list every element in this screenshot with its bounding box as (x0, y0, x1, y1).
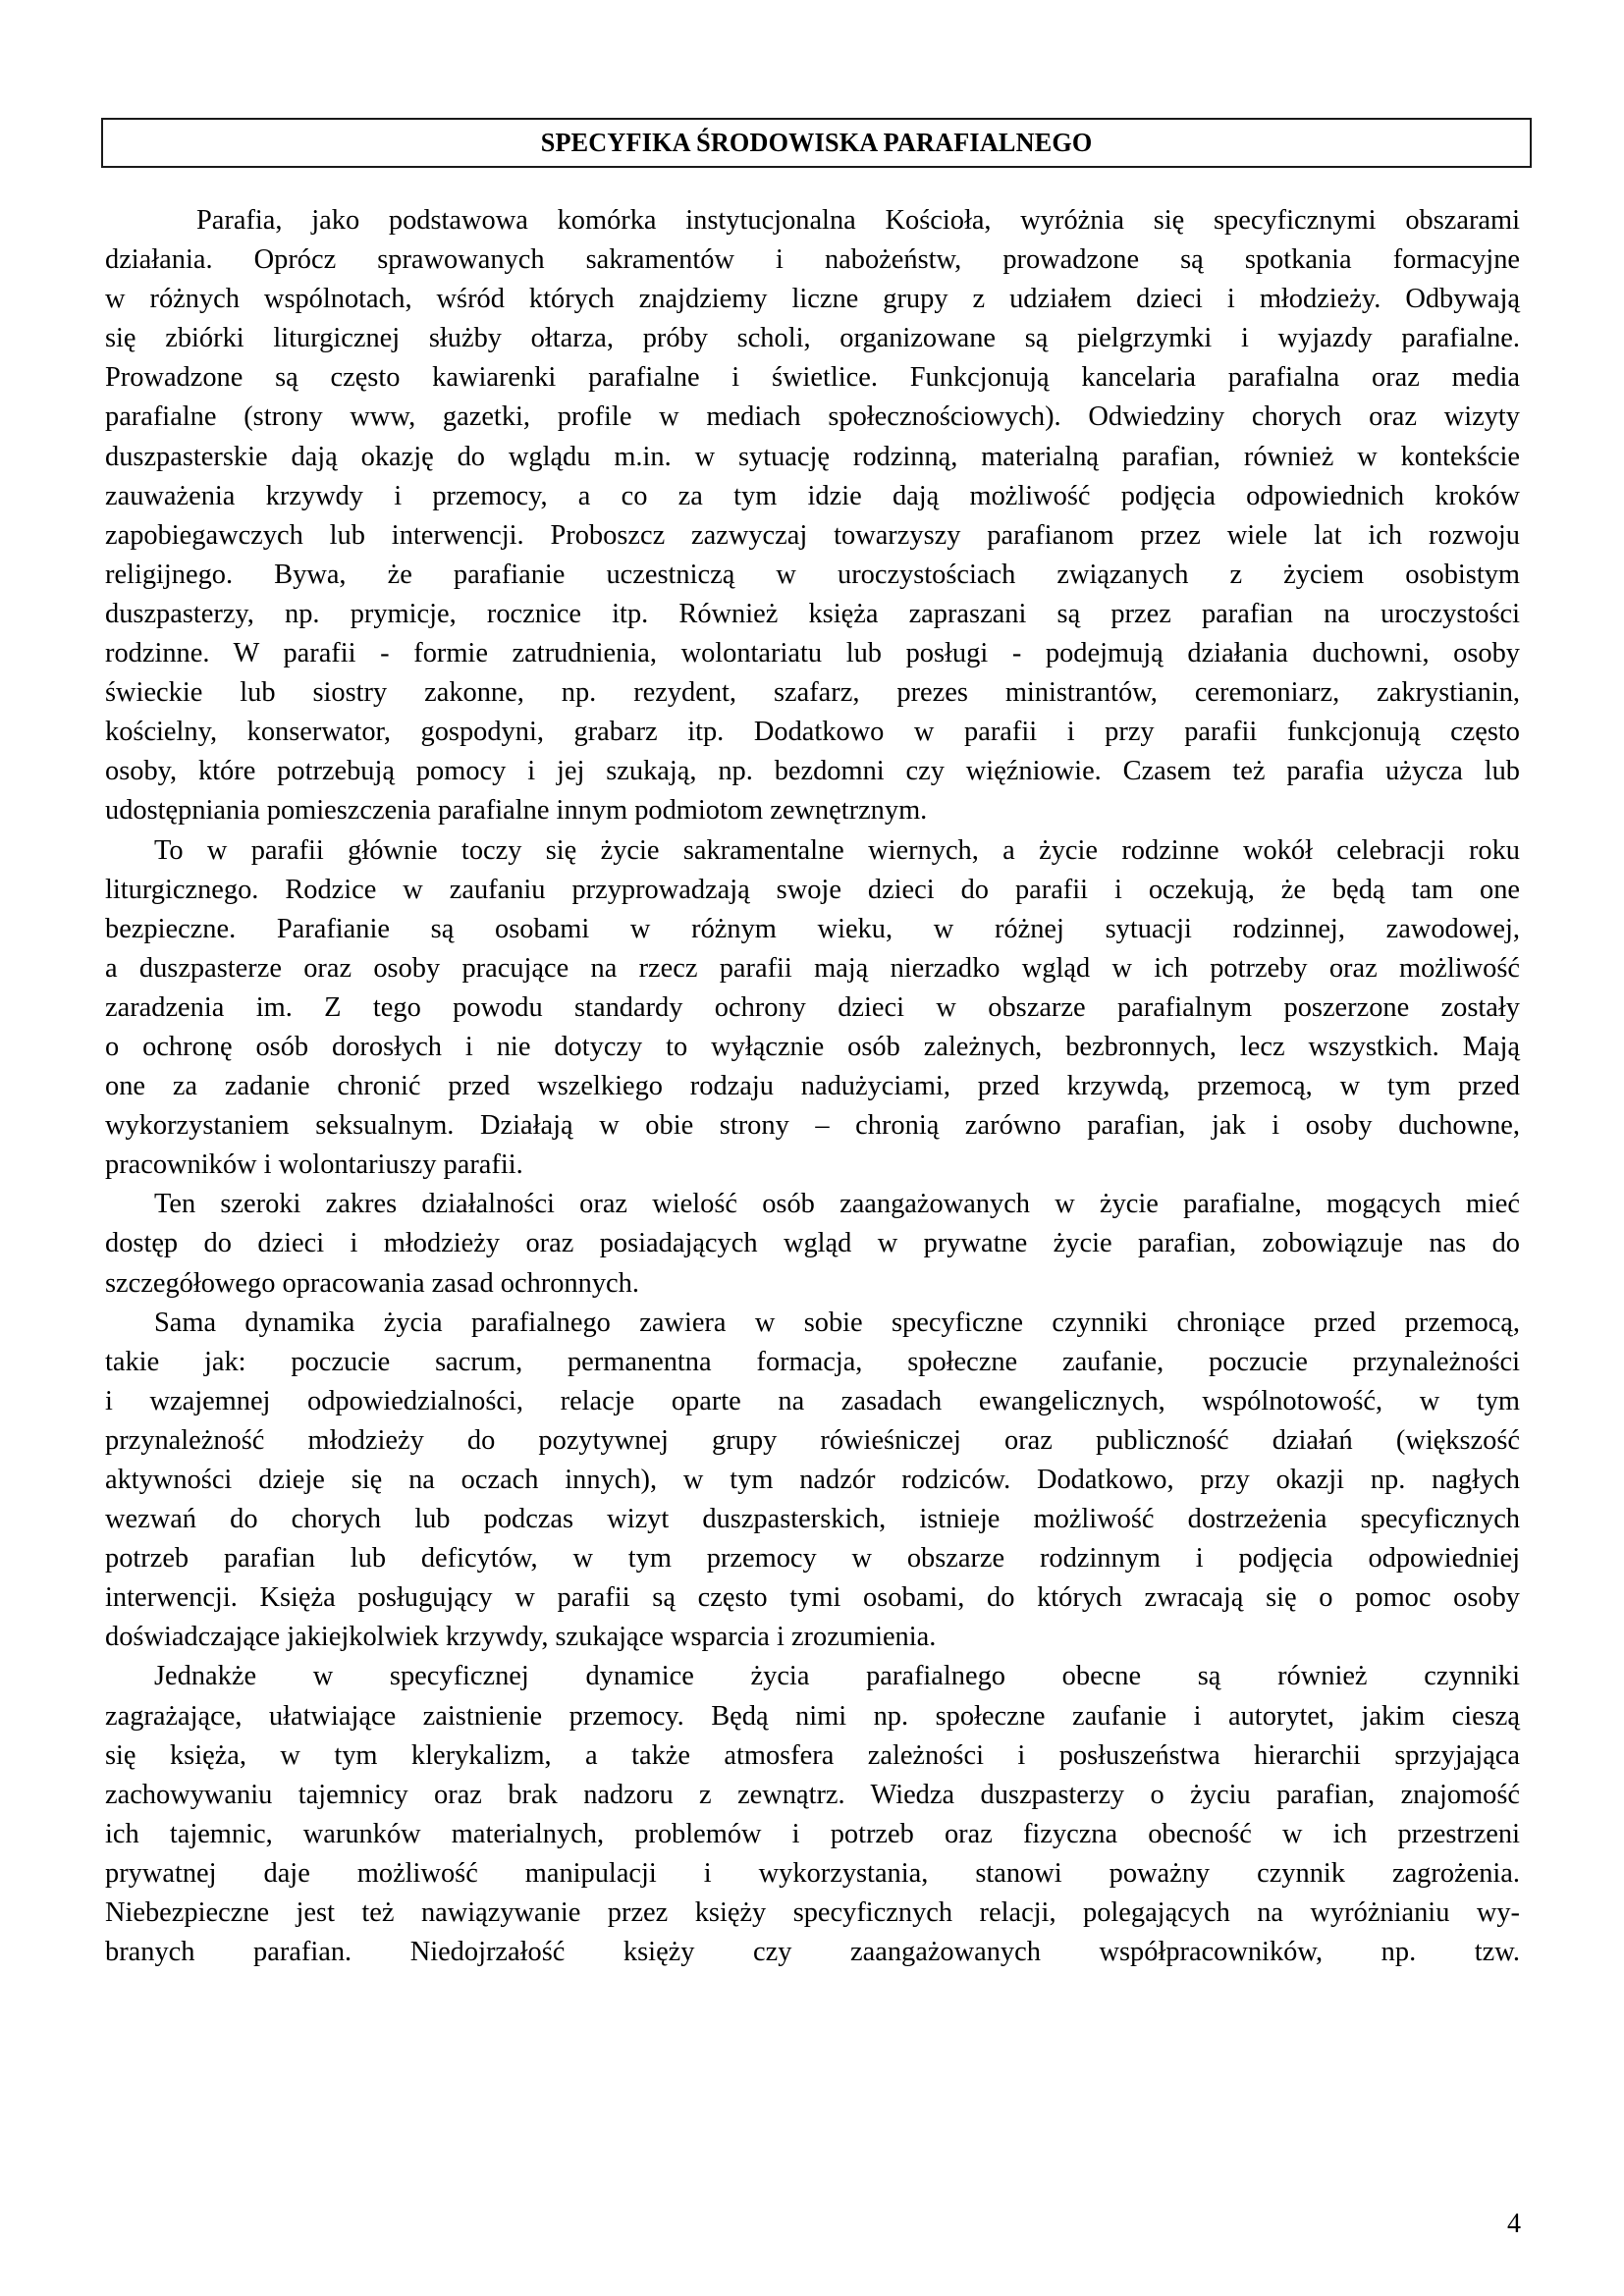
text-line: zachowywaniu tajemnicy oraz brak nadzoru z zewnątrz. Wiedza duszpasterzy o życiu parafian, znajomość (105, 1779, 1520, 1810)
text-line: Prowadzone są często kawiarenki parafialne i świetlice. Funkcjonują kancelaria parafialna oraz media (105, 362, 1520, 394)
text-line: rodzinne. W parafii - formie zatrudnienia, wolontariatu lub posługi - podejmują działania duchowni, osoby (105, 638, 1520, 669)
text-line: Parafia, jako podstawowa komórka instytucjonalna Kościoła, wyróżnia się specyficznymi obszarami (196, 205, 1520, 236)
text-line: religijnego. Bywa, że parafianie uczestniczą w uroczystościach związanych z życiem osobistym (105, 559, 1520, 590)
text-line: i wzajemnej odpowiedzialności, relacje oparte na zasadach ewangelicznych, wspólnotowość, w tym (105, 1385, 1520, 1416)
paragraph (105, 831, 1520, 1186)
text-line: branych parafian. Niedojrzałość księży czy zaangażowanych współpracowników, np. tzw. (105, 1937, 1520, 1968)
text-line: szczegółowego opracowania zasad ochronnych. (105, 1267, 639, 1299)
text-line: wezwań do chorych lub podczas wizyt duszpasterskich, istnieje możliwość dostrzeżenia specyficznych (105, 1504, 1520, 1535)
text-line: duszpasterskie dają okazję do wglądu m.in. w sytuację rodzinną, materialną parafian, również w kontekście (105, 441, 1520, 472)
text-line: przynależność młodzieży do pozytywnej grupy rówieśniczej oraz publiczność działań (większość (105, 1424, 1520, 1456)
text-line: zagrażające, ułatwiające zaistnienie przemocy. Będą nimi np. społeczne zaufanie i autorytet, jakim cieszą (105, 1700, 1520, 1732)
paragraph (105, 201, 1520, 831)
text-line: a duszpasterze oraz osoby pracujące na rzecz parafii mają nierzadko wgląd w ich potrzeby oraz możliwość (105, 952, 1520, 984)
section-title: SPECYFIKA ŚRODOWISKA PARAFIALNEGO (540, 128, 1093, 157)
text-line: bezpieczne. Parafianie są osobami w różnym wieku, w różnej sytuacji rodzinnej, zawodowej, (105, 913, 1520, 944)
text-line: interwencji. Księża posługujący w parafii są często tymi osobami, do których zwracają się o pomoc osoby (105, 1582, 1520, 1614)
text-line: liturgicznego. Rodzice w zaufaniu przyprowadzają swoje dzieci do parafii i oczekują, że będą tam one (105, 874, 1520, 905)
text-line: one za zadanie chronić przed wszelkiego rodzaju nadużyciami, przed krzywdą, przemocą, w tym przed (105, 1071, 1520, 1102)
text-line: w różnych wspólnotach, wśród których znajdziemy liczne grupy z udziałem dzieci i młodzieży. Odbywają (105, 284, 1520, 315)
text-line: osoby, które potrzebują pomocy i jej szukają, np. bezdomni czy więźniowie. Czasem też parafia użycza lub (105, 756, 1520, 787)
text-line: To w parafii głównie toczy się życie sakramentalne wiernych, a życie rodzinne wokół celebracji roku (154, 834, 1520, 866)
paragraph (105, 1304, 1520, 1658)
text-line: zapobiegawczych lub interwencji. Proboszcz zazwyczaj towarzyszy parafianom przez wiele lat ich rozwoju (105, 519, 1520, 551)
text-line: parafialne (strony www, gazetki, profile w mediach społecznościowych). Odwiedziny chorych oraz wizyty (105, 401, 1520, 433)
text-line: zaradzenia im. Z tego powodu standardy ochrony dzieci w obszarze parafialnym poszerzone zostały (105, 991, 1520, 1023)
text-line: świeckie lub siostry zakonne, np. rezydent, szafarz, prezes ministrantów, ceremoniarz, zakrystianin, (105, 677, 1520, 709)
text-line: działania. Oprócz sprawowanych sakramentów i nabożeństw, prowadzone są spotkania formacyjne (105, 244, 1520, 276)
text-line: pracowników i wolontariuszy parafii. (105, 1149, 523, 1181)
text-line: takie jak: poczucie sacrum, permanentna formacja, społeczne zaufanie, poczucie przynależności (105, 1346, 1520, 1377)
text-line: Jednakże w specyficznej dynamice życia parafialnego obecne są również czynniki (154, 1661, 1520, 1692)
paragraph (105, 1657, 1520, 1972)
text-line: się zbiórki liturgicznej służby ołtarza, próby scholi, organizowane są pielgrzymki i wyjazdy parafialne. (105, 323, 1520, 354)
text-line: kościelny, konserwator, gospodyni, grabarz itp. Dodatkowo w parafii i przy parafii funkcjonują często (105, 717, 1520, 748)
text-line: Sama dynamika życia parafialnego zawiera w sobie specyficzne czynniki chroniące przed przemocą, (154, 1307, 1520, 1338)
text-line: udostępniania pomieszczenia parafialne innym podmiotom zewnętrznym. (105, 795, 928, 827)
text-line: doświadczające jakiejkolwiek krzywdy, szukające wsparcia i zrozumienia. (105, 1622, 937, 1653)
text-line: wykorzystaniem seksualnym. Działają w obie strony – chronią zarówno parafian, jak i osoby duchowne, (105, 1110, 1520, 1142)
text-line: Niebezpieczne jest też nawiązywanie przez księży specyficznych relacji, polegających na wyróżnianiu wy- (105, 1897, 1520, 1929)
text-line: zauważenia krzywdy i przemocy, a co za tym idzie dają możliwość podjęcia odpowiednich kroków (105, 480, 1520, 511)
text-line: aktywności dzieje się na oczach innych), w tym nadzór rodziców. Dodatkowo, przy okazji np. nagłych (105, 1465, 1520, 1495)
section-title-box (101, 118, 1532, 168)
text-line: Ten szeroki zakres działalności oraz wielość osób zaangażowanych w życie parafialne, mogących mieć (154, 1189, 1520, 1220)
text-line: ich tajemnic, warunków materialnych, problemów i potrzeb oraz fizyczna obecność w ich przestrzeni (105, 1818, 1520, 1849)
document-body (105, 201, 1520, 1972)
paragraph (105, 1185, 1520, 1303)
text-line: o ochronę osób dorosłych i nie dotyczy to wyłącznie osób zależnych, bezbronnych, lecz wszystkich. Mają (105, 1031, 1520, 1062)
text-line: duszpasterzy, np. prymicje, rocznice itp. Również księża zapraszani są przez parafian na uroczystości (105, 598, 1520, 629)
page-number: 4 (1507, 2209, 1521, 2239)
text-line: się księża, w tym klerykalizm, a także atmosfera zależności i posłuszeństwa hierarchii sprzyjająca (105, 1739, 1520, 1771)
text-line: prywatnej daje możliwość manipulacji i wykorzystania, stanowi poważny czynnik zagrożenia. (105, 1857, 1520, 1889)
text-line: potrzeb parafian lub deficytów, w tym przemocy w obszarze rodzinnym i podjęcia odpowiedniej (105, 1543, 1520, 1575)
text-line: dostęp do dzieci i młodzieży oraz posiadających wgląd w prywatne życie parafian, zobowiązuje nas do (105, 1228, 1520, 1259)
